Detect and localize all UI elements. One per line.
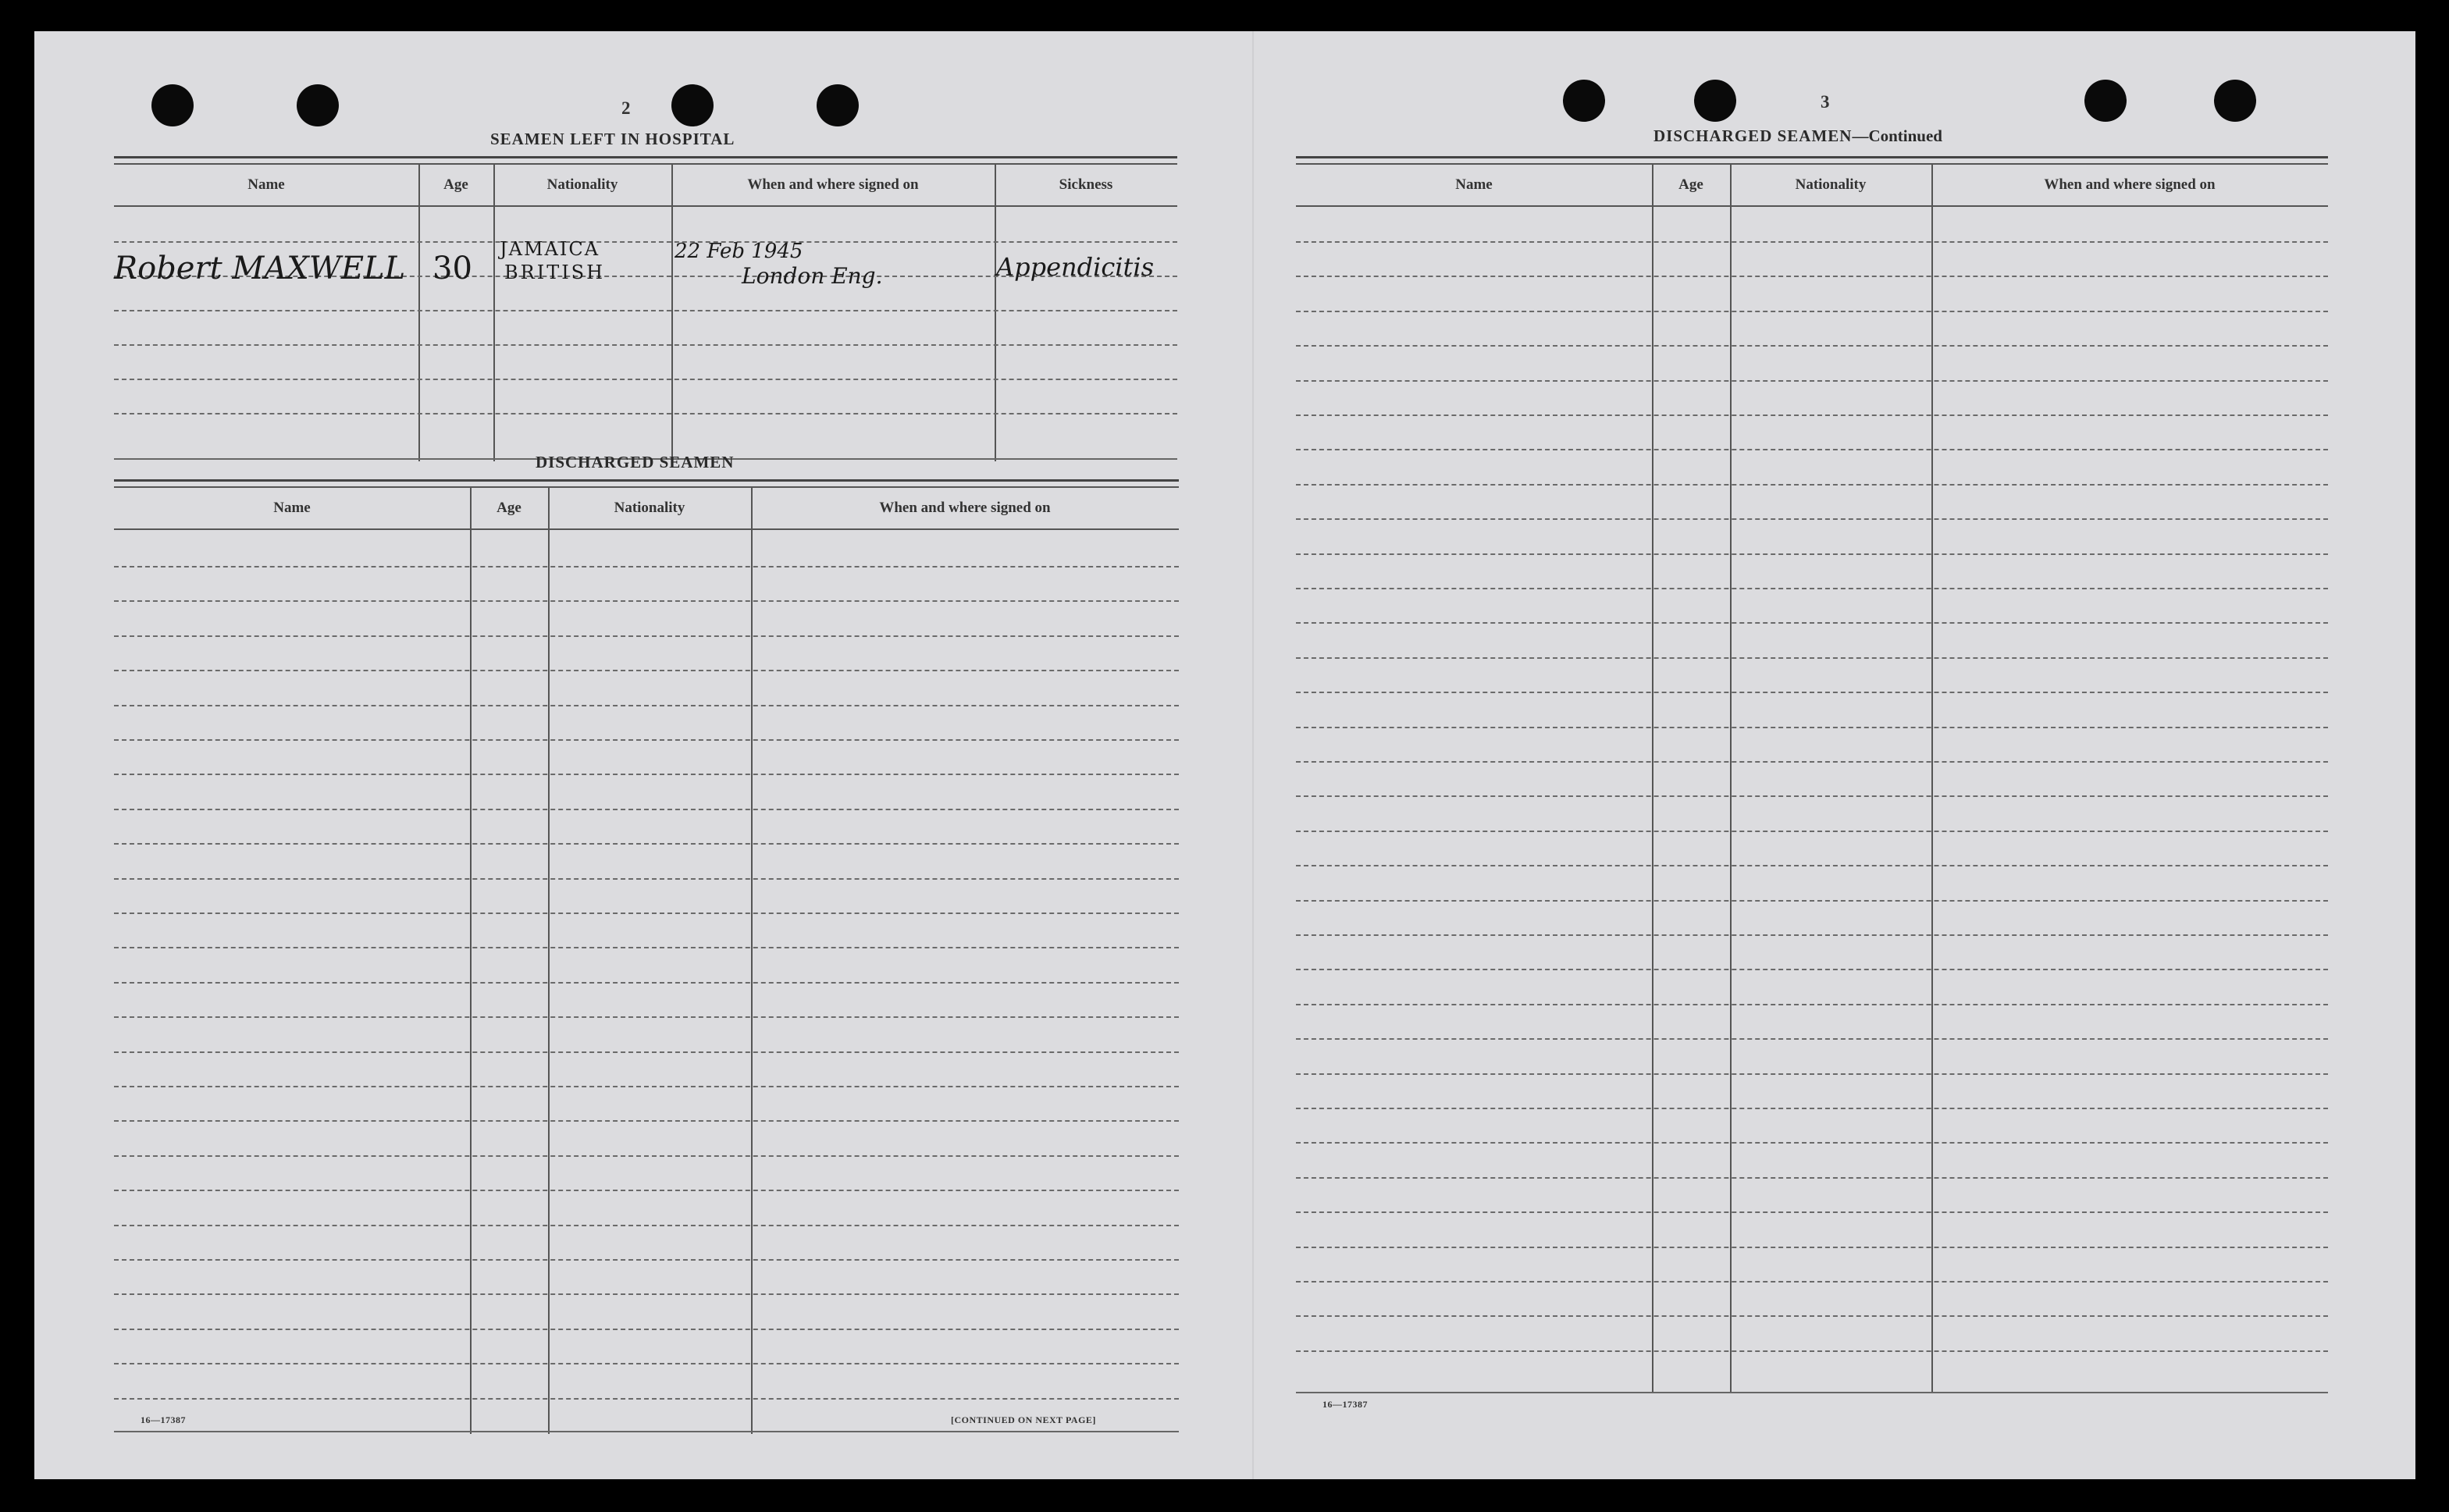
ruled-line	[114, 600, 1179, 602]
col-signed-on-header: When and where signed on	[2044, 176, 2216, 193]
ruled-line	[1296, 241, 2328, 243]
hospital-entry-sickness: Appendicitis	[996, 252, 1155, 282]
ruled-line	[1296, 900, 2328, 902]
discharged-title-suffix: —Continued	[1852, 126, 1942, 145]
ruled-line	[1296, 553, 2328, 555]
col-age-header: Age	[497, 500, 521, 516]
ruled-line	[114, 1225, 1179, 1226]
form-number-left: 16—17387	[141, 1414, 186, 1425]
ruled-line	[1296, 1177, 2328, 1179]
ruled-line	[1296, 380, 2328, 382]
ruled-line	[1296, 1004, 2328, 1005]
hospital-entry-signed-date: 22 Feb 1945	[675, 240, 803, 263]
ruled-line	[114, 1086, 1179, 1087]
hospital-table-header	[114, 165, 1177, 207]
col-name-header: Name	[247, 176, 285, 193]
ruled-line	[114, 982, 1179, 984]
ruled-line	[1296, 1073, 2328, 1075]
ruled-line	[114, 1190, 1179, 1191]
discharged-section-title: DISCHARGED SEAMEN	[536, 453, 735, 471]
col-signed-on-header: When and where signed on	[747, 176, 919, 193]
ruled-line	[1296, 1108, 2328, 1109]
punch-hole	[817, 84, 859, 126]
col-signed-on-header: When and where signed on	[879, 500, 1051, 516]
ruled-line	[1296, 795, 2328, 797]
ruled-line	[1296, 414, 2328, 416]
col-nationality-header: Nationality	[1795, 176, 1867, 193]
discharged-title-main: DISCHARGED SEAMEN	[1653, 126, 1853, 145]
ruled-line	[114, 1120, 1179, 1122]
page-spine	[1252, 31, 1254, 1479]
ruled-line	[114, 1155, 1179, 1157]
ruled-line	[114, 774, 1179, 775]
ruled-line	[1296, 345, 2328, 347]
hospital-entry-signed-place: London Eng.	[742, 263, 883, 289]
ruled-line	[114, 1329, 1179, 1330]
discharged-table-left	[114, 479, 1179, 1434]
form-number-right: 16—17387	[1322, 1399, 1368, 1410]
col-age-header: Age	[1678, 176, 1703, 193]
ruled-line	[114, 913, 1179, 914]
ruled-line	[114, 1016, 1179, 1018]
ruled-line	[1296, 1038, 2328, 1040]
ruled-line	[1296, 657, 2328, 659]
ruled-line	[1296, 1350, 2328, 1352]
document-sheet	[34, 31, 2415, 1479]
col-name-header: Name	[1455, 176, 1493, 193]
ruled-line	[1296, 276, 2328, 277]
col-nationality-header: Nationality	[614, 500, 685, 516]
hospital-entry-name: Robert MAXWELL	[114, 251, 406, 286]
col-age-header: Age	[443, 176, 468, 193]
ruled-line	[1296, 761, 2328, 763]
hospital-entry-nationality-2: BRITISH	[504, 261, 606, 283]
ruled-line	[114, 947, 1179, 948]
ruled-line	[114, 705, 1179, 706]
ruled-line	[1296, 1211, 2328, 1213]
ruled-line	[1296, 1247, 2328, 1248]
discharged-table-right-header	[1296, 165, 2328, 207]
ruled-line	[114, 739, 1179, 741]
col-sickness-header: Sickness	[1059, 176, 1113, 193]
ruled-line	[1296, 865, 2328, 866]
punch-hole	[1694, 80, 1736, 122]
punch-hole	[151, 84, 194, 126]
ruled-line	[1296, 588, 2328, 589]
ruled-line	[1296, 969, 2328, 970]
discharged-continued-title	[1653, 126, 1942, 146]
ruled-line	[1296, 518, 2328, 520]
ruled-line	[114, 566, 1179, 567]
discharged-table-right	[1296, 156, 2328, 1395]
ruled-line	[114, 670, 1179, 671]
continued-note: [CONTINUED ON NEXT PAGE]	[951, 1414, 1096, 1425]
ruled-line	[1296, 311, 2328, 312]
ruled-line	[114, 1363, 1179, 1364]
ruled-line	[114, 1051, 1179, 1053]
hospital-section-title: SEAMEN LEFT IN HOSPITAL	[490, 130, 735, 148]
ruled-line	[114, 843, 1179, 845]
col-name-header: Name	[273, 500, 311, 516]
ruled-line	[114, 878, 1179, 880]
ruled-line	[1296, 622, 2328, 624]
ruled-line	[114, 1293, 1179, 1295]
col-nationality-header: Nationality	[546, 176, 618, 193]
ruled-line	[1296, 934, 2328, 936]
punch-hole	[297, 84, 339, 126]
hospital-entry-age: 30	[432, 251, 472, 286]
ruled-line	[1296, 1142, 2328, 1144]
ruled-line	[1296, 831, 2328, 832]
ruled-line	[1296, 449, 2328, 450]
punch-hole	[671, 84, 714, 126]
punch-hole	[1563, 80, 1605, 122]
ruled-line	[114, 635, 1179, 637]
ruled-line	[114, 1259, 1179, 1261]
ruled-line	[114, 1398, 1179, 1400]
hospital-table	[114, 156, 1177, 461]
punch-hole	[2084, 80, 2127, 122]
ruled-line	[1296, 484, 2328, 486]
ruled-line	[1296, 1281, 2328, 1283]
ruled-line	[1296, 692, 2328, 693]
ruled-line	[114, 809, 1179, 810]
hospital-entry-nationality-1: JAMAICA	[500, 238, 600, 260]
page-number-right: 3	[1821, 92, 1830, 112]
punch-hole	[2214, 80, 2256, 122]
discharged-table-left-header	[114, 488, 1179, 530]
ruled-line	[1296, 1315, 2328, 1317]
ruled-line	[1296, 727, 2328, 728]
page-number-left: 2	[621, 98, 631, 118]
